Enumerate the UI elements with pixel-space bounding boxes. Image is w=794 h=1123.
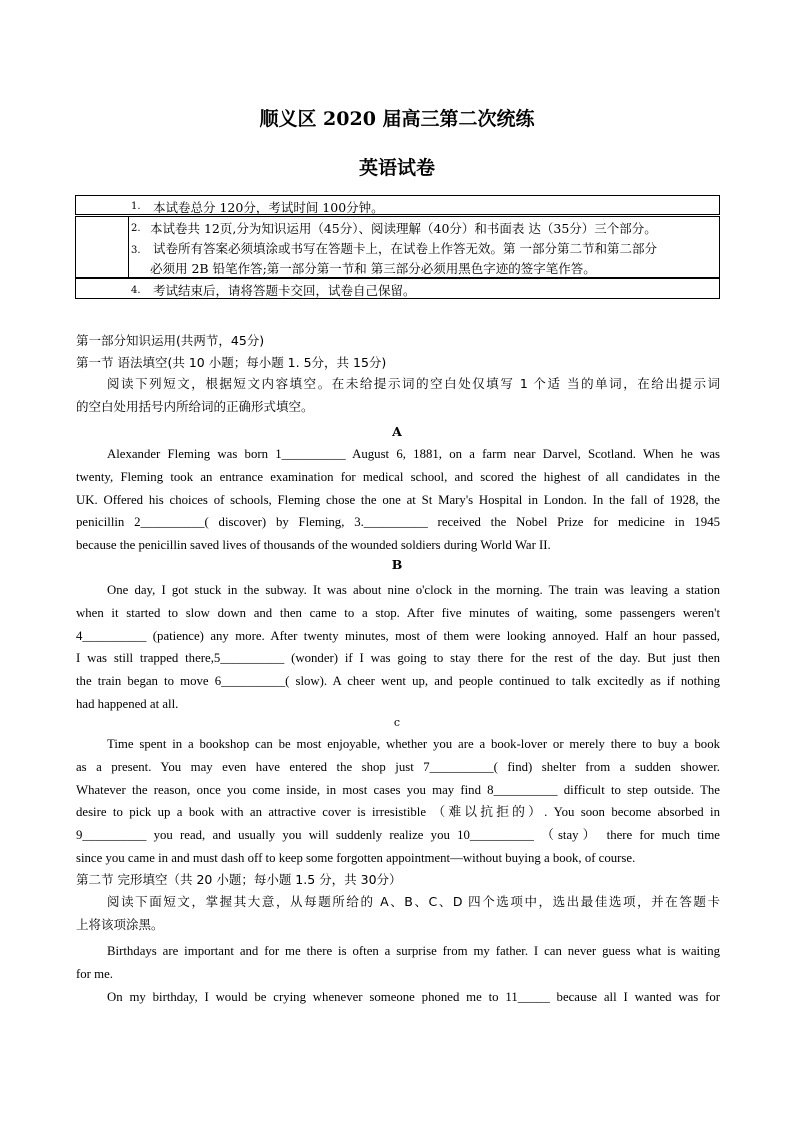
passage-line: the train began to move 6__________( slow). A cheer went up, and people continued to talk excitedly as if nothing xyxy=(76,674,720,689)
section1-instructions xyxy=(76,373,720,419)
passage-c-label: c xyxy=(393,716,401,729)
passage-b-label: B xyxy=(391,557,403,572)
section2-heading: 第二节 完形填空（共 20 小题；每小题 1.5 分，共 30分） xyxy=(76,872,402,887)
part1-heading: 第一部分知识运用(共两节，45分) xyxy=(76,333,265,348)
notice-box-3 xyxy=(75,278,720,299)
page-subtitle: 英语试卷 xyxy=(358,157,435,179)
instruction-line: 的空白处用括号内所给词的正确形式填空。 xyxy=(76,398,314,414)
passage-line: because the penicillin saved lives of thousands of the wounded soldiers during World War II. xyxy=(76,538,551,553)
notice-text: 考试结束后，请将答题卡交回，试卷自己保留。 xyxy=(153,283,416,298)
notice-text: 必须用 2B 铅笔作答;第一部分第一节和 第三部分必须用黑色字迹的签字笔作答。 xyxy=(150,261,596,276)
instruction-line: 上将该项涂黑。 xyxy=(76,916,164,932)
passage-a-label: A xyxy=(392,424,402,439)
notice-box-1 xyxy=(75,195,720,215)
notice-number: 1. xyxy=(131,201,141,212)
notice-number: 2. xyxy=(131,223,141,234)
passage-line: 4__________ (patience) any more. After twenty minutes, most of them were looking annoyed. Half an hour passed, xyxy=(76,628,720,643)
section1-heading: 第一节 语法填空(共 10 小题；每小题 1. 5分，共 15分) xyxy=(76,355,387,370)
passage-a xyxy=(76,443,720,557)
passage-line: since you came in and must dash off to keep some forgotten appointment—without buying a book, of course. xyxy=(76,850,636,865)
notice-inner xyxy=(128,217,721,277)
passage-line: Time spent in a bookshop can be most enjoyable, whether you are a book-lover or merely there to buy a book xyxy=(107,737,720,751)
passage-line: 9__________ you read, and usually you will suddenly realize you 10__________ （stay） there for much time xyxy=(76,828,720,843)
passage-c xyxy=(76,733,720,870)
passage-line: as a present. You may even have entered the shop just 7__________( find) shelter from a sudden shower. xyxy=(76,759,720,774)
page-title: 顺义区 2020 届高三第二次统练 xyxy=(259,108,535,130)
passage-line: I was still trapped there,5__________ (wonder) if I was going to stay there for the rest of the day. But just then xyxy=(76,651,720,666)
passage-line: had happened at all. xyxy=(76,696,179,711)
notice-number: 4. xyxy=(131,285,141,296)
passage-line: Alexander Fleming was born 1__________ August 6, 1881, on a farm near Darvel, Scotland. When he was xyxy=(107,447,720,461)
instruction-line: 阅读下面短文，掌握其大意，从每题所给的 A、B、C、D 四个选项中，选出最佳选项，并在答题卡 xyxy=(107,894,720,909)
passage-b xyxy=(76,579,720,716)
cloze-passage xyxy=(76,940,720,1008)
passage-line: twenty, Fleming took an entrance examination for medical school, and scored the highest of all candidates in the xyxy=(76,469,720,484)
instruction-line: 阅读下列短文，根据短文内容填空。在未给提示词的空白处仅填写 1 个适 当的单词，在给出提示词 xyxy=(107,376,720,391)
notice-text: 本试卷总分 120分，考试时间 100分钟。 xyxy=(153,200,384,215)
notice-number: 3. xyxy=(131,245,141,256)
section2-instructions xyxy=(76,891,720,937)
passage-line: On my birthday, I would be crying whenever someone phoned me to 11_____ because all I wanted was for xyxy=(107,989,720,1004)
passage-line: desire to pick up a book with an attractive cover is irresistible （难以抗拒的）. You soon become absorbed in xyxy=(76,805,720,820)
passage-line: Birthdays are important and for me there is often a surprise from my father. I can never guess what is waiting xyxy=(107,944,720,958)
passage-line: One day, I got stuck in the subway. It was about nine o'clock in the morning. The train was leaving a station xyxy=(107,583,720,597)
passage-line: Whatever the reason, once you come inside, in most cases you may find 8__________ difficult to step outside. The xyxy=(76,782,720,797)
notice-text: 试卷所有答案必须填涂或书写在答题卡上，在试卷上作答无效。第 一部分第二节和第二部分 xyxy=(153,241,657,256)
notice-text: 本试卷共 12页,分为知识运用（45分）、阅读理解（40分）和书面表 达（35分）三个部分。 xyxy=(150,221,657,236)
passage-line: for me. xyxy=(76,966,113,981)
passage-line: when it started to slow down and then came to a stop. After five minutes of waiting, some passengers weren't xyxy=(76,605,720,620)
passage-line: UK. Offered his choices of schools, Fleming chose the one at St Mary's Hospital in London. In the fall of 1928, the xyxy=(76,492,720,507)
passage-line: penicillin 2__________( discover) by Fleming, 3.__________ received the Nobel Prize for medicine in 1945 xyxy=(76,515,720,530)
notice-box-2 xyxy=(75,216,720,278)
